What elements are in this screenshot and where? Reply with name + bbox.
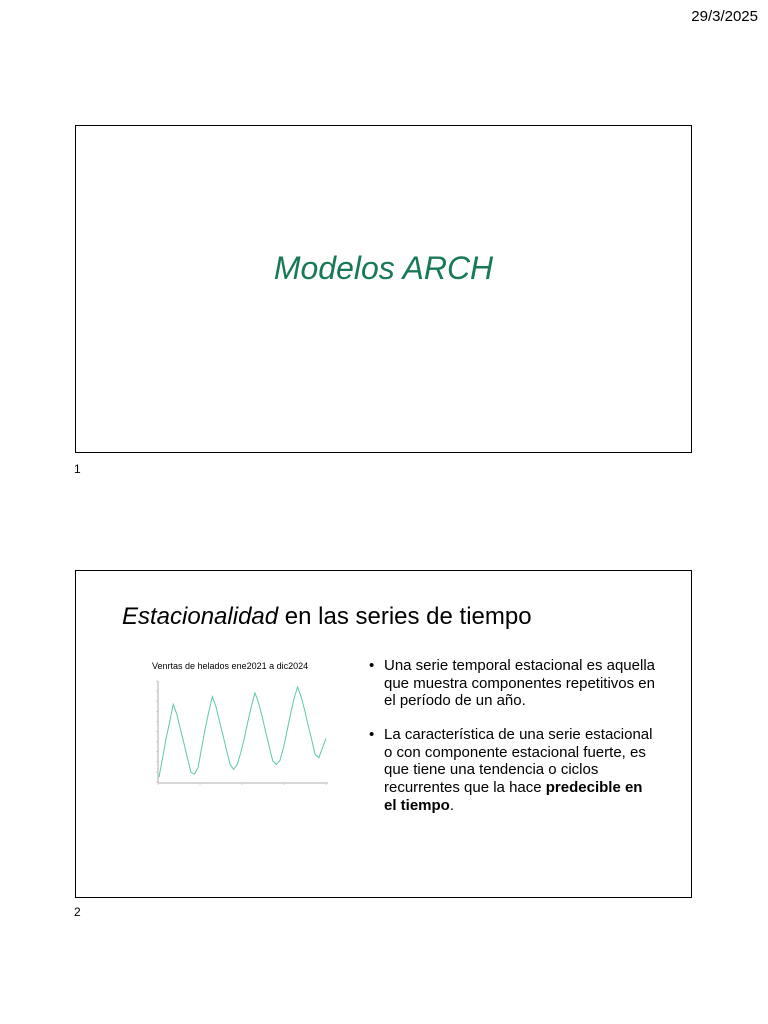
slide-2-title bbox=[122, 603, 532, 631]
slide-2-number: 2 bbox=[74, 905, 81, 919]
slide-1-number: 1 bbox=[74, 462, 81, 476]
chart-title: Venrtas de helados ene2021 a dic2024 bbox=[152, 661, 309, 671]
slide-2 bbox=[75, 570, 692, 898]
slide-2-title-italic: Estacionalidad bbox=[122, 603, 279, 630]
slide-2-title-rest: en las series de tiempo bbox=[278, 603, 532, 630]
bullet-item bbox=[368, 657, 658, 710]
sales-line bbox=[159, 687, 326, 777]
chart-svg bbox=[138, 675, 348, 799]
slide-1-title: Modelos ARCH bbox=[273, 250, 494, 286]
bullet-item bbox=[368, 726, 658, 814]
bullet-2-bold: predecible en el tiempo bbox=[384, 779, 643, 814]
slide-1 bbox=[75, 125, 692, 453]
bullet-mark: • bbox=[369, 726, 375, 744]
bullet-2-text: La característica de una serie estacional o con componente estacional fuerte, es que tiene una tendencia o ciclos recurrentes que la hace bbox=[384, 726, 653, 797]
bullet-mark: • bbox=[369, 657, 375, 674]
bullet-1-text: Una serie temporal estacional es aquella que muestra componentes repetitivos en el período de un año. bbox=[384, 657, 655, 710]
bullet-list bbox=[368, 657, 658, 815]
bullet-2-end: . bbox=[449, 796, 455, 814]
header-date: 29/3/2025 bbox=[691, 8, 758, 25]
ice-cream-sales-chart bbox=[138, 659, 348, 799]
